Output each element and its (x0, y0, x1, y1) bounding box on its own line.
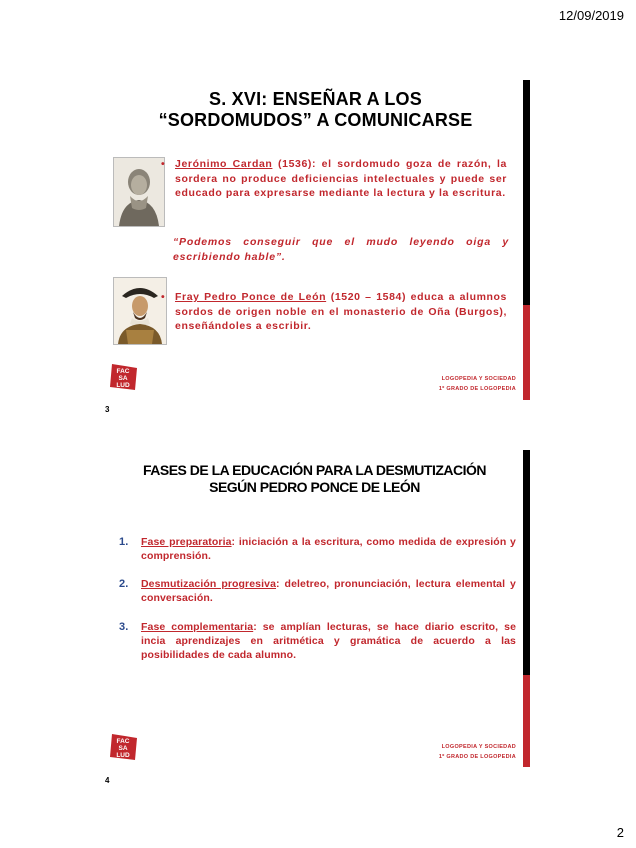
svg-text:SA: SA (118, 375, 128, 382)
slide-3 (105, 22, 530, 414)
bullet-dot: • (161, 291, 166, 303)
slide-number: 3 (105, 405, 110, 414)
slide-number: 4 (105, 776, 110, 785)
slide-title-line-1: S. XVI: ENSEÑAR A LOS (209, 89, 422, 109)
slide-bar-red (523, 305, 530, 400)
bullet-dot: • (161, 158, 166, 170)
svg-text:FAC: FAC (116, 738, 130, 745)
phase-term: Fase complementaria (141, 621, 254, 633)
phase-term: Desmutización progresiva (141, 578, 277, 590)
phase-number: 1. (119, 536, 129, 548)
slide-footer (439, 742, 516, 762)
slide-bar-red (523, 675, 530, 767)
ponce-bullet (161, 290, 507, 334)
ponce-name: Fray Pedro Ponce de León (175, 291, 327, 303)
phase-text: : deletreo, pronunciación, lectura elemental y conversación. (141, 578, 516, 604)
phase-text: : iniciación a la escritura, como medida de expresión y comprensión. (141, 536, 516, 562)
phase-item (119, 620, 516, 662)
footer-grade: 1º GRADO DE LOGOPEDIA (438, 386, 516, 392)
facsalud-logo (109, 362, 139, 392)
cardan-portrait-image (113, 157, 165, 227)
slide-title (115, 89, 516, 131)
svg-text:LUD: LUD (116, 752, 130, 759)
svg-text:SA: SA (118, 745, 128, 752)
phase-number: 2. (119, 578, 129, 590)
slide-title-line-1: FASES DE LA EDUCACIÓN PARA LA DESMUTIZACIÓN (142, 462, 487, 478)
ponce-text: (1520 – 1584) educa a alumnos sordos de origen noble en el monasterio de Oña (Burgos), enseñándoles a escribir. (175, 291, 507, 332)
cardan-text: (1536): el sordomudo goza de razón, la sordera no produce deficiencias intelectuales y puede ser educado para expresarse mediante la lectura y la escritura. (175, 158, 507, 199)
cardan-name: Jerónimo Cardan (175, 158, 273, 170)
facsalud-logo (109, 732, 139, 762)
footer-course: LOGOPEDIA Y SOCIEDAD (441, 744, 516, 750)
slide-bar-black (523, 80, 530, 305)
slide-title (113, 462, 516, 496)
cardan-quote: “Podemos conseguir que el mudo leyendo oiga y escribiendo hable”. (173, 236, 509, 263)
svg-text:FAC: FAC (116, 368, 130, 375)
footer-course: LOGOPEDIA Y SOCIEDAD (441, 376, 516, 382)
footer-grade: 1º GRADO DE LOGOPEDIA (438, 754, 516, 760)
slide-title-line-2: SEGÚN PEDRO PONCE DE LEÓN (209, 479, 420, 495)
phase-text: : se amplían lecturas, se hace diario escrito, se incia aprendizajes en aritmética y gramática de acuerdo a las posibilidades de cada alumno. (141, 621, 517, 661)
svg-text:LUD: LUD (116, 382, 130, 389)
slide-bar-black (523, 450, 530, 675)
print-date: 12/09/2019 (558, 8, 624, 23)
slide-4 (105, 410, 530, 795)
cardan-bullet (161, 157, 507, 201)
ponce-de-leon-portrait-image (113, 277, 167, 345)
slide-footer (439, 374, 516, 394)
page-number: 2 (616, 825, 624, 840)
phase-term: Fase preparatoria (141, 536, 232, 548)
phase-number: 3. (119, 621, 129, 633)
phase-item (119, 577, 516, 605)
phase-item (119, 535, 516, 563)
slide-title-line-2: “SORDOMUDOS” A COMUNICARSE (158, 110, 473, 130)
